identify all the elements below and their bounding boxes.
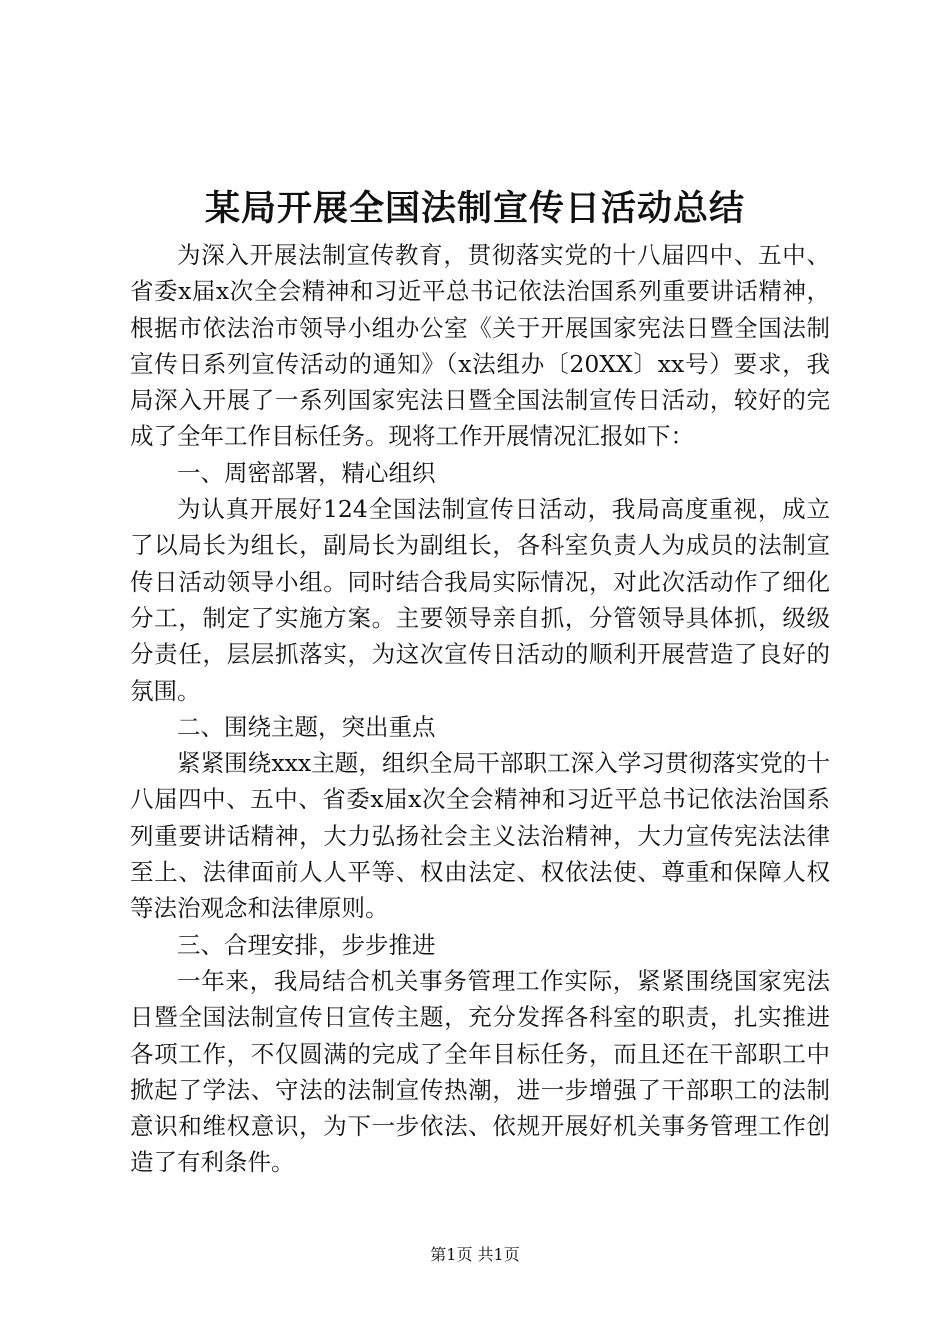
section-body-3: 一年来，我局结合机关事务管理工作实际，紧紧围绕国家宪法日暨全国法制宣传日宣传主题，充分发挥各科室的职责，扎实推进各项工作，不仅圆满的完成了全年目标任务，而且还在干部职工中掀起了学法、守法的法制宣传热潮，进一步增强了干部职工的法制意识和维权意识，为下一步依法、依规开展好机关事务管理工作创造了有利条件。: [130, 966, 830, 1177]
page-number-footer: 第1页 共1页: [430, 1245, 520, 1264]
intro-paragraph: 为深入开展法制宣传教育，贯彻落实党的十八届四中、五中、省委x届x次全会精神和习近平总书记依法治国系列重要讲话精神，根据市依法治市领导小组办公室《关于开展国家宪法日暨全国法制宣传日系列宣传活动的通知》（x法组办〔20XX〕xx号）要求，我局深入开展了一系列国家宪法日暨全国法制宣传日活动，较好的完成了全年工作目标任务。现将工作开展情况汇报如下：: [130, 241, 830, 451]
document-title: 某局开展全国法制宣传日活动总结: [204, 189, 745, 229]
section-heading-1: 一、周密部署，精心组织: [177, 458, 436, 487]
section-heading-2: 二、围绕主题，突出重点: [177, 712, 436, 741]
document-body: [130, 237, 830, 1181]
section-heading-3: 三、合理安排，步步推进: [177, 930, 436, 959]
section-body-2: 紧紧围绕xxx主题，组织全局干部职工深入学习贯彻落实党的十八届四中、五中、省委x届x次全会精神和习近平总书记依法治国系列重要讲话精神，大力弘扬社会主义法治精神，大力宣传宪法法律至上、法律面前人人平等、权由法定、权依法使、尊重和保障人权等法治观念和法律原则。: [130, 749, 830, 923]
section-body-1: 为认真开展好124全国法制宣传日活动，我局高度重视，成立了以局长为组长，副局长为副组长，各科室负责人为成员的法制宣传日活动领导小组。同时结合我局实际情况，对此次活动作了细化分工，制定了实施方案。主要领导亲自抓，分管领导具体抓，级级分责任，层层抓落实，为这次宣传日活动的顺利开展营造了良好的氛围。: [130, 495, 830, 705]
